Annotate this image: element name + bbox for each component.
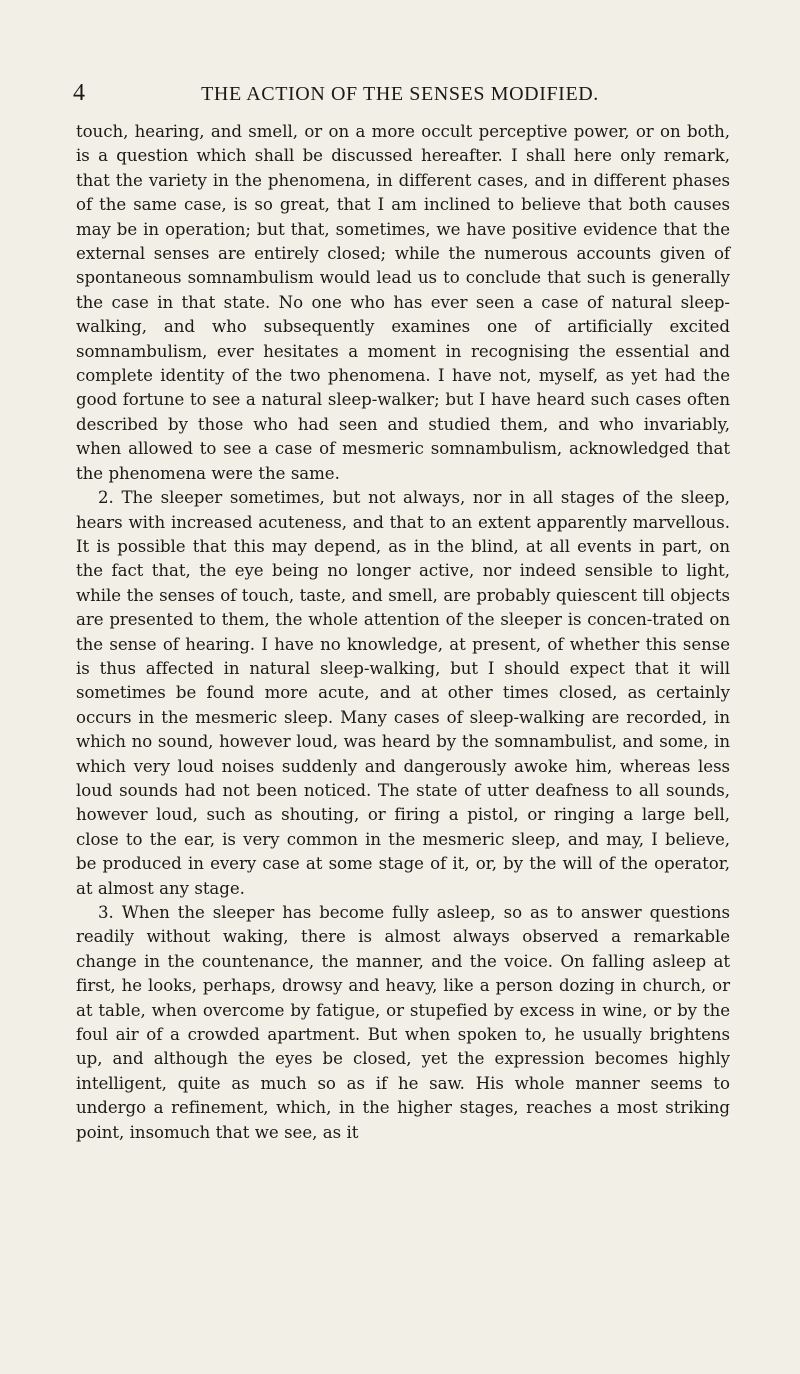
paragraph-continued: touch, hearing, and smell, or on a more occult perceptive power, or on both, is a question which shall be discussed hereafter. I shall here only remark, that the variety in the phenomena, in different cases, and in different phases of the same case, is so great, that I am inclined to believe that both causes may be in operation; but that, sometimes, we have positive evidence that the external senses are entirely closed; while the numerous accounts given of spontaneous somnambulism would lead us to conclude that such is generally the case in that state. No one who has ever seen a case of natural sleep-walking, and who subsequently examines one of artificially excited somnambulism, ever hesitates a moment in recognising the essential and complete identity of the two phenomena. I have not, myself, as yet had the good fortune to see a natural sleep-walker; but I have heard such cases often described by those who had seen and studied them, and who invariably, when allowed to see a case of mesmeric somnambulism, acknowledged that the phenomena were the same. <box>76 122 730 483</box>
running-title: THE ACTION OF THE SENSES MODIFIED. <box>201 83 599 105</box>
body-text <box>76 120 730 1145</box>
page-number: 4 <box>73 80 85 106</box>
paragraph-3: 3. When the sleeper has become fully asleep, so as to answer questions readily without waking, there is almost always observed a remarkable change in the countenance, the manner, and the voice. On falling asleep at first, he looks, perhaps, drowsy and heavy, like a person dozing in church, or at table, when overcome by fatigue, or stupefied by excess in wine, or by the foul air of a crowded apartment. But when spoken to, he usually brightens up, and although the eyes be closed, yet the expression becomes highly intelligent, quite as much so as if he saw. His whole manner seems to undergo a refinement, which, in the higher stages, reaches a most striking point, insomuch that we see, as it <box>76 903 730 1142</box>
page-header <box>0 74 800 114</box>
paragraph-2: 2. The sleeper sometimes, but not always, nor in all stages of the sleep, hears with increased acuteness, and that to an extent apparently marvellous. It is possible that this may depend, as in the blind, at all events in part, on the fact that, the eye being no longer active, nor indeed sensible to light, while the senses of touch, taste, and smell, are probably quiescent till objects are presented to them, the whole attention of the sleeper is concen-trated on the sense of hearing. I have no knowledge, at present, of whether this sense is thus affected in natural sleep-walking, but I should expect that it will sometimes be found more acute, and at other times closed, as certainly occurs in the mesmeric sleep. Many cases of sleep-walking are recorded, in which no sound, however loud, was heard by the somnambulist, and some, in which very loud noises suddenly and dangerously awoke him, whereas less loud sounds had not been noticed. The state of utter deafness to all sounds, however loud, such as shouting, or firing a pistol, or ringing a large bell, close to the ear, is very common in the mesmeric sleep, and may, I believe, be produced in every case at some stage of it, or, by the will of the operator, at almost any stage. <box>76 488 730 898</box>
